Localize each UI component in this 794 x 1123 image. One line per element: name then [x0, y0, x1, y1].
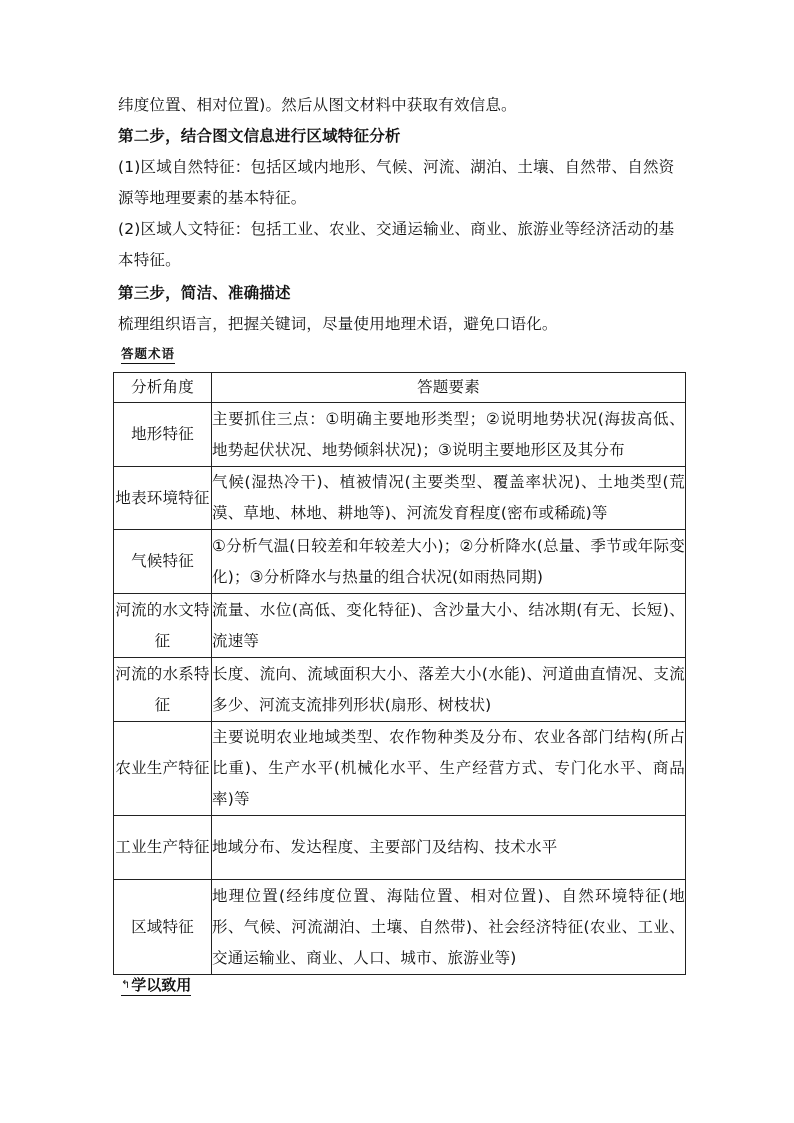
paragraph-natural-features: (1)区域自然特征：包括区域内地形、气候、河流、湖泊、土壤、自然带、自然资源等地理要素的基本特征。 [118, 158, 675, 207]
row-category: 河流的水系特征 [114, 658, 212, 722]
row-category: 区域特征 [114, 880, 212, 975]
table-row [114, 722, 686, 816]
table-row [114, 467, 686, 530]
table-row [114, 530, 686, 594]
terms-table [113, 372, 686, 975]
arrow-mark-icon: ↰ [121, 978, 131, 991]
table-row [114, 880, 686, 975]
row-content: 主要说明农业地域类型、农作物种类及分布、农业各部门结构(所占比重)、生产水平(机械化水平、生产经营方式、专门化水平、商品率)等 [212, 722, 686, 816]
apply-heading [121, 975, 191, 996]
row-category: 气候特征 [114, 530, 212, 594]
row-content: 流量、水位(高低、变化特征)、含沙量大小、结冰期(有无、长短)、流速等 [212, 594, 686, 658]
row-content: 长度、流向、流域面积大小、落差大小(水能)、河道曲直情况、支流多少、河流支流排列形状(扇形、树枝状) [212, 658, 686, 722]
header-angle: 分析角度 [114, 373, 212, 403]
table-row [114, 594, 686, 658]
terms-title: 答题术语 [121, 345, 175, 364]
row-category: 地形特征 [114, 403, 212, 467]
paragraph-human-features: (2)区域人文特征：包括工业、农业、交通运输业、商业、旅游业等经济活动的基本特征。 [118, 220, 675, 269]
step2-heading: 第二步，结合图文信息进行区域特征分析 [118, 127, 401, 145]
table-header-row [114, 373, 686, 403]
row-content: ①分析气温(日较差和年较差大小)；②分析降水(总量、季节或年际变化)；③分析降水与热量的组合状况(如雨热同期) [212, 530, 686, 594]
row-content: 主要抓住三点：①明确主要地形类型；②说明地势状况(海拔高低、地势起伏状况、地势倾斜状况)；③说明主要地形区及其分布 [212, 403, 686, 467]
row-content: 地理位置(经纬度位置、海陆位置、相对位置)、自然环境特征(地形、气候、河流湖泊、土壤、自然带)、社会经济特征(农业、工业、交通运输业、商业、人口、城市、旅游业等) [212, 880, 686, 975]
row-category: 地表环境特征 [114, 467, 212, 530]
paragraph-language: 梳理组织语言，把握关键词，尽量使用地理术语，避免口语化。 [118, 315, 558, 333]
paragraph-location: 纬度位置、相对位置)。然后从图文材料中获取有效信息。 [118, 96, 517, 114]
apply-label: 学以致用 [131, 976, 192, 994]
row-content: 气候(湿热冷干)、植被情况(主要类型、覆盖率状况)、土地类型(荒漠、草地、林地、耕地等)、河流发育程度(密布或稀疏)等 [212, 467, 686, 530]
header-elements: 答题要素 [212, 373, 686, 403]
row-category: 河流的水文特征 [114, 594, 212, 658]
step3-heading: 第三步，简洁、准确描述 [118, 284, 291, 302]
row-category: 工业生产特征 [114, 816, 212, 880]
table-row [114, 658, 686, 722]
table-row [114, 403, 686, 467]
row-category: 农业生产特征 [114, 722, 212, 816]
table-row [114, 816, 686, 880]
row-content: 地域分布、发达程度、主要部门及结构、技术水平 [212, 816, 686, 880]
